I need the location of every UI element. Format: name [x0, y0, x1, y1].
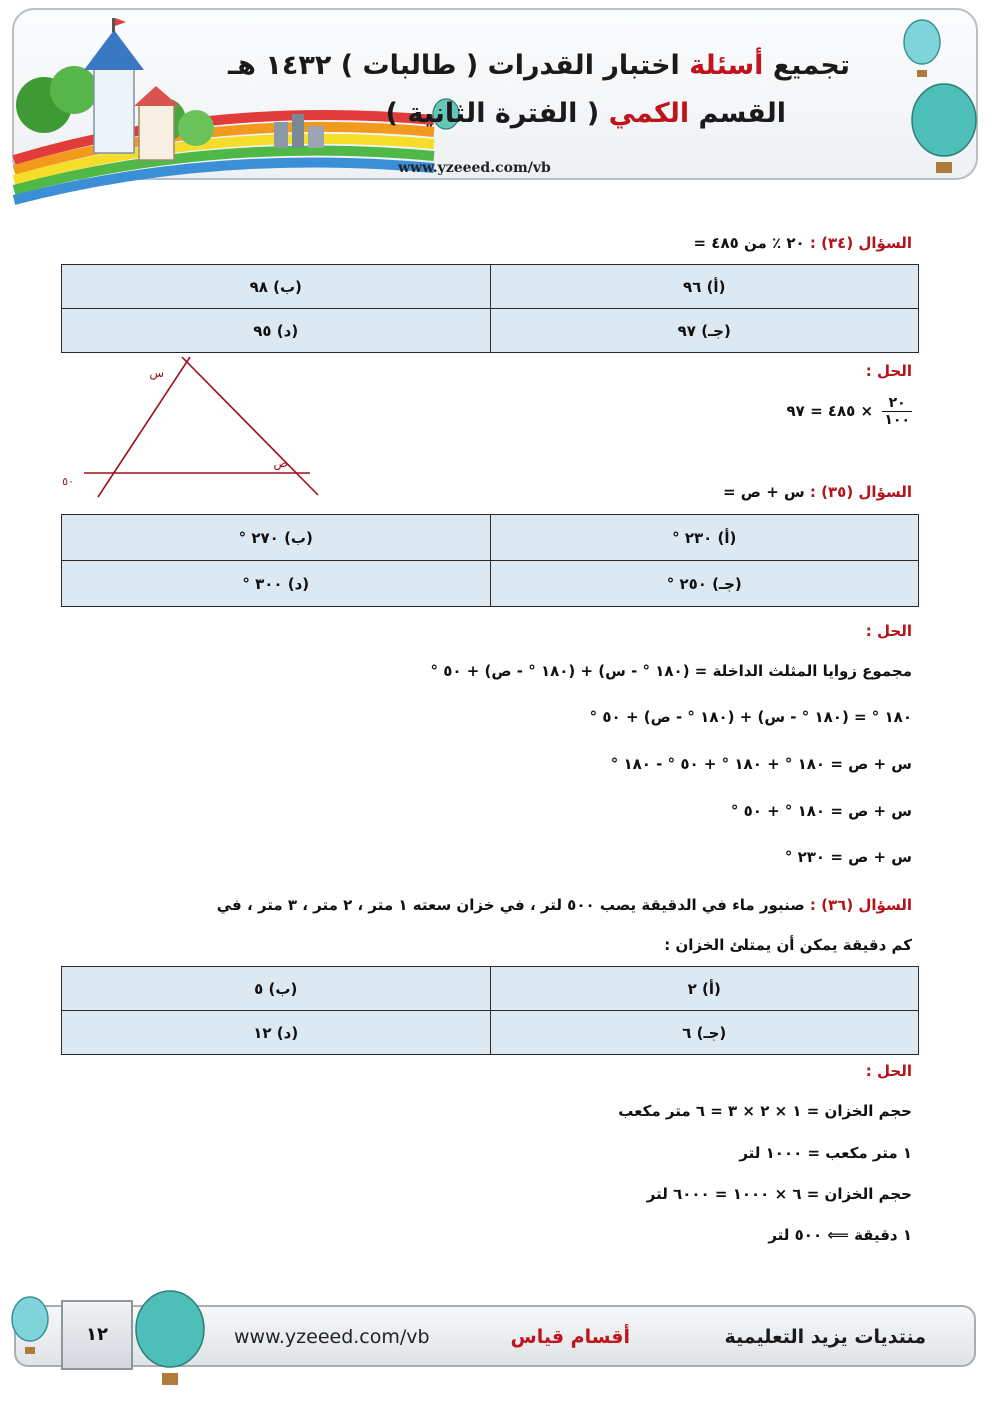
- question-36-line2: كم دقيقة يمكن أن يمتلئ الخزان :: [664, 936, 912, 954]
- triangle-figure: [62, 355, 330, 500]
- option-d[interactable]: (د) ٣٠٠ °: [62, 561, 491, 607]
- footer-brand: منتديات يزيد التعليمية: [724, 1326, 926, 1348]
- title-word: تجميع: [772, 50, 850, 81]
- option-a[interactable]: (أ) ٩٦: [490, 265, 919, 309]
- figure-label-left: ٥٠: [62, 475, 74, 488]
- solution-step: س + ص = ٢٣٠ °: [784, 848, 912, 866]
- figure-label-right: ص: [273, 456, 288, 470]
- solution-step: مجموع زوايا المثلث الداخلة = (١٨٠ ° - س) + (١٨٠ ° - ص) + ٥٠ °: [430, 662, 912, 680]
- title-word: القسم: [698, 98, 786, 129]
- header-illustration: [14, 10, 980, 182]
- question-text: ٢٠ ٪ من ٤٨٥ =: [693, 234, 805, 252]
- question-text: صنبور ماء في الدقيقة يصب ٥٠٠ لتر ، في خزان سعته ١ متر ، ٢ متر ، ٣ متر ، في: [216, 896, 805, 914]
- page-header: [12, 8, 978, 180]
- solution-label: الحل :: [865, 1062, 912, 1080]
- fraction-denominator: ١٠٠: [884, 412, 910, 428]
- option-d[interactable]: (د) ١٢: [62, 1011, 491, 1055]
- page-number: ١٢: [61, 1300, 133, 1370]
- footer-url[interactable]: www.yzeeed.com/vb: [234, 1326, 430, 1348]
- option-a[interactable]: (أ) ٢: [490, 967, 919, 1011]
- title-highlight: الكمي: [608, 98, 690, 129]
- header-title-line2: [306, 98, 786, 129]
- title-rest: ( الفترة الثانية ): [385, 98, 600, 129]
- header-title-line1: [228, 50, 850, 81]
- option-c[interactable]: (جـ) ٦: [490, 1011, 919, 1055]
- footer-section[interactable]: أقسام قياس: [510, 1326, 630, 1348]
- option-b[interactable]: (ب) ٢٧٠ °: [62, 515, 491, 561]
- solution-step: حجم الخزان = ١ × ٢ × ٣ = ٦ متر مكعب: [618, 1102, 912, 1120]
- solution-step: ١ دقيقة ⟸ ٥٠٠ لتر: [768, 1226, 912, 1244]
- question-34: [694, 234, 913, 252]
- option-d[interactable]: (د) ٩٥: [62, 309, 491, 353]
- solution-step: س + ص = ١٨٠ ° + ٥٠ °: [730, 802, 912, 820]
- title-rest: اختبار القدرات ( طالبات ) ١٤٣٢ هـ: [228, 50, 680, 81]
- fraction: [882, 395, 912, 428]
- question-text: س + ص =: [723, 483, 805, 501]
- options-table-34: [61, 264, 919, 353]
- solution-34: [787, 395, 912, 428]
- solution-label: الحل :: [865, 362, 912, 380]
- solution-step: ١ متر مكعب = ١٠٠٠ لتر: [739, 1144, 912, 1162]
- option-b[interactable]: (ب) ٥: [62, 967, 491, 1011]
- solution-label-35: [866, 622, 912, 640]
- solution-expression: × ٤٨٥ = ٩٧: [786, 402, 874, 420]
- options-table-35: [61, 514, 919, 607]
- question-36: [217, 896, 912, 914]
- option-c[interactable]: (جـ) ٢٥٠ °: [490, 561, 919, 607]
- option-a[interactable]: (أ) ٢٣٠ °: [490, 515, 919, 561]
- option-b[interactable]: (ب) ٩٨: [62, 265, 491, 309]
- header-url[interactable]: www.yzeeed.com/vb: [398, 160, 551, 176]
- title-highlight: أسئلة: [689, 50, 764, 81]
- option-c[interactable]: (جـ) ٩٧: [490, 309, 919, 353]
- solution-label: الحل :: [865, 622, 912, 640]
- solution-step: حجم الخزان = ٦ × ١٠٠٠ = ٦٠٠٠ لتر: [646, 1185, 912, 1203]
- solution-label-36: [866, 1062, 912, 1080]
- question-label: السؤال (٣٤) :: [809, 234, 912, 252]
- solution-step: س + ص = ١٨٠ ° + ١٨٠ ° + ٥٠ ° - ١٨٠ °: [610, 755, 912, 773]
- question-35: [723, 483, 912, 501]
- question-label: السؤال (٣٥) :: [809, 483, 912, 501]
- question-label: السؤال (٣٦) :: [809, 896, 912, 914]
- solution-label-34: [866, 362, 912, 380]
- solution-step: ١٨٠ ° = (١٨٠ ° - س) + (١٨٠ ° - ص) + ٥٠ °: [589, 708, 912, 726]
- fraction-numerator: ٢٠: [882, 395, 912, 412]
- options-table-36: [61, 966, 919, 1055]
- figure-label-top: س: [149, 366, 164, 380]
